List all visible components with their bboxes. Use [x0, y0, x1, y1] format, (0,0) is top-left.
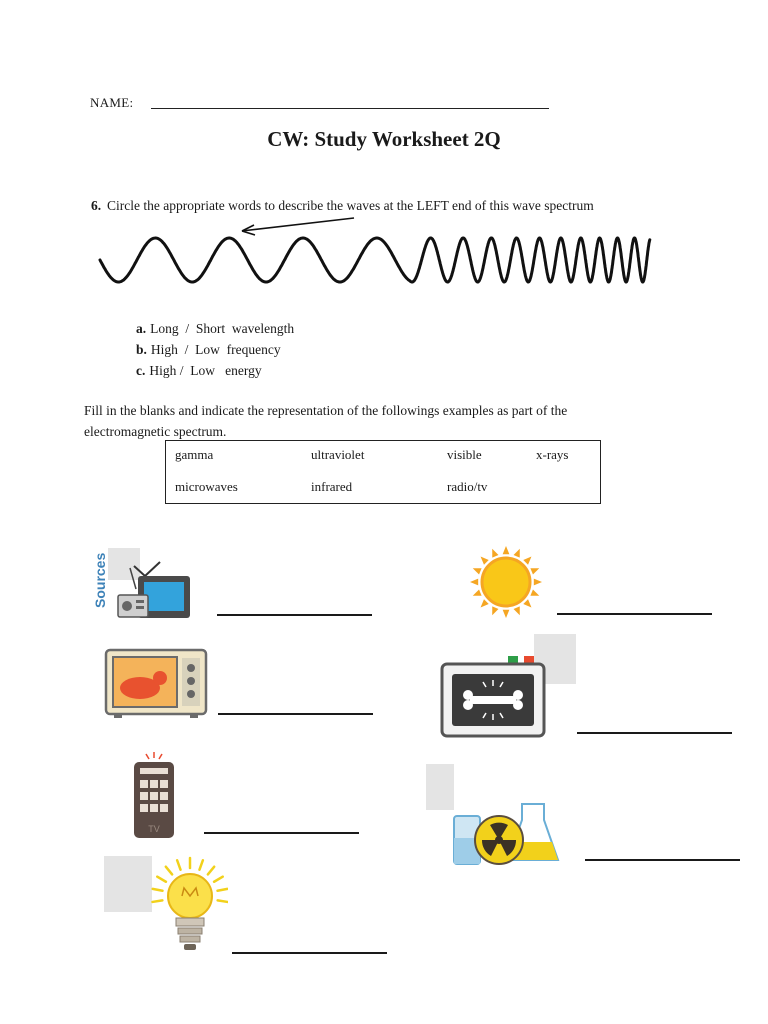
bulb-ray	[218, 889, 228, 891]
answer-blank-3[interactable]	[218, 713, 373, 715]
answer-blank-2[interactable]	[557, 613, 712, 615]
bulb-ray	[157, 877, 166, 882]
radio-tv-icon	[88, 540, 196, 624]
sun-icon	[468, 544, 544, 620]
sun-ray	[481, 599, 489, 607]
bulb-ray	[218, 900, 228, 902]
name-blank-line[interactable]	[151, 108, 549, 109]
wave-spectrum-diagram	[96, 214, 656, 304]
bulb-ray	[153, 889, 163, 891]
remote-control-icon	[126, 750, 182, 842]
tv-label: TV	[148, 824, 160, 834]
option-text: High / Low energy	[149, 363, 262, 378]
bulb-ray	[166, 867, 172, 875]
word-bank-item: gamma	[175, 447, 214, 462]
option-a[interactable]	[136, 321, 294, 337]
answer-blank-6[interactable]	[585, 859, 740, 861]
option-letter: c.	[136, 363, 146, 378]
microwave-oven-icon	[104, 648, 208, 720]
sources-label: Sources	[92, 552, 108, 608]
question-number: 6.	[91, 198, 102, 213]
sun-ray	[503, 610, 510, 618]
word-bank-item: ultraviolet	[311, 447, 365, 462]
word-bank-item: microwaves	[175, 479, 238, 494]
sun-ray	[530, 568, 539, 574]
option-letter: b.	[136, 342, 147, 357]
sun-ray	[514, 606, 520, 615]
sun-ray	[492, 606, 498, 615]
bulb-ray	[199, 860, 202, 869]
bulb-ray	[152, 900, 162, 902]
sun-ray	[523, 557, 531, 565]
sun-ray	[492, 549, 498, 558]
sun-ray	[470, 579, 478, 586]
radioactive-lab-icon	[424, 764, 564, 870]
fill-in-instructions: Fill in the blanks and indicate the representation of the followings examples as part of the electromagnetic spectrum.	[84, 403, 568, 439]
word-bank-item: radio/tv	[447, 479, 488, 494]
word-bank-item: infrared	[311, 479, 353, 494]
left-arrow-icon	[242, 218, 354, 231]
option-letter: a.	[136, 321, 147, 336]
question-text: Circle the appropriate words to describe the waves at the LEFT end of this wave spectrum	[107, 198, 594, 213]
name-label: NAME:	[90, 95, 134, 110]
sun-ray	[473, 590, 482, 596]
word-bank-item: visible	[447, 447, 482, 462]
light-bulb-icon	[104, 850, 228, 958]
sun-ray	[534, 579, 542, 586]
sun-ray	[523, 599, 531, 607]
sun-ray	[503, 546, 510, 554]
answer-blank-1[interactable]	[217, 614, 372, 616]
worksheet-title: CW: Study Worksheet 2Q	[267, 127, 501, 151]
option-c[interactable]	[136, 363, 262, 379]
sun-ray	[514, 549, 520, 558]
bulb-ray	[177, 860, 180, 869]
bulb-ray	[214, 877, 223, 882]
sun-ray	[530, 590, 539, 596]
option-b[interactable]	[136, 342, 281, 358]
word-bank-box	[165, 440, 601, 504]
answer-blank-5[interactable]	[204, 832, 359, 834]
answer-blank-4[interactable]	[577, 732, 732, 734]
sun-ray	[473, 568, 482, 574]
answer-blank-7[interactable]	[232, 952, 387, 954]
bulb-ray	[208, 867, 214, 875]
option-text: Long / Short wavelength	[150, 321, 295, 336]
word-bank-item: x-rays	[536, 447, 569, 462]
option-text: High / Low frequency	[150, 342, 281, 357]
wave-line	[100, 238, 650, 282]
sun-ray	[481, 557, 489, 565]
xray-bone-icon	[438, 634, 578, 742]
